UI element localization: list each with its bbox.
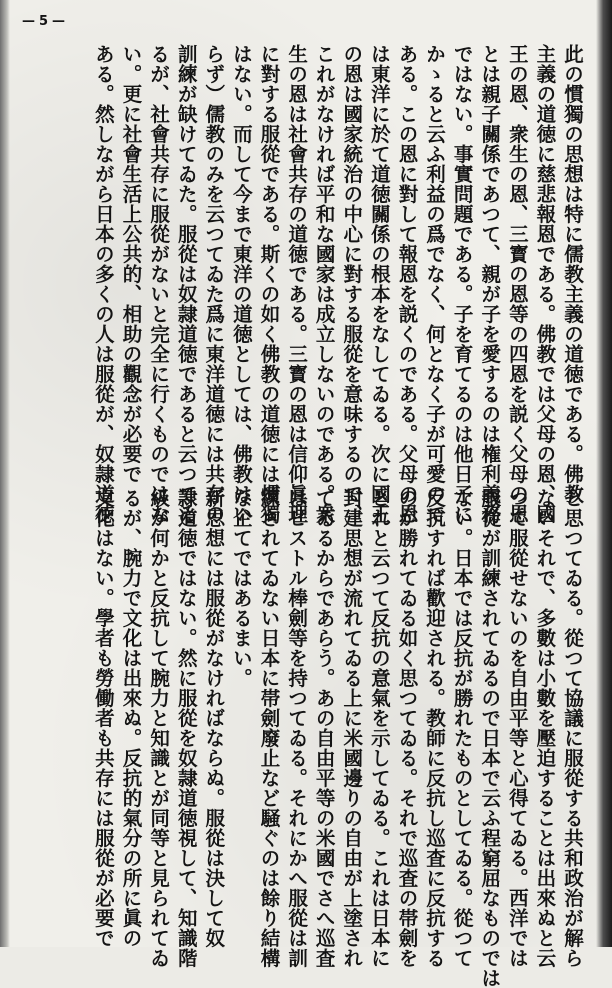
text-column: に對する服從である。斯くの如く佛教の道徳には慣獨 xyxy=(257,44,281,524)
text-column: ないそれで、多數は小數を壓迫することは出來ぬと云 xyxy=(533,488,557,968)
text-column: 服從が訓練されてゐるので日本で云ふ程窮屈なものでは xyxy=(478,488,502,988)
text-column: とれと云つて反抗の意氣を示してゐる。これは日本に xyxy=(367,488,391,968)
text-column: の恩は國家統治の中心に對する服從を意味するので、 xyxy=(340,44,364,524)
text-column: つて服從せないのを自由平等と心得てゐる。西洋では xyxy=(505,488,529,968)
upper-text-block xyxy=(26,44,586,524)
text-column: 訓練が缺けてゐた。服從は奴隷道徳であると云つてゐ xyxy=(174,44,198,524)
text-column: 此の慣獨の思想は特に儒教主義の道徳である。佛教 xyxy=(561,44,584,504)
text-column: な企てではあるまい。 xyxy=(229,488,253,688)
text-column: 封建思想が流れてゐる上に米國邊りの自由が上塗され xyxy=(340,488,364,968)
text-column: 文化はない。學者も勞働者も共存には服從が必要で xyxy=(91,488,115,948)
text-column: ではない。事實問題である。子を育てるのは他日子に xyxy=(450,44,474,524)
lower-text-block xyxy=(26,488,586,988)
text-column: のが勝れてゐる如く思つてゐる。それで巡査の帯劍を xyxy=(395,488,419,968)
text-column: 主義の道徳に慈悲報恩である。佛教では父母の恩、國 xyxy=(533,44,557,524)
text-column: 級が何かと反抗して腕力と知識とが同等と見られてゐ xyxy=(147,488,171,968)
text-column: 隷道徳ではない。然に服從を奴隷道徳視して、知識階 xyxy=(174,488,198,968)
text-column: ない。日本では反抗が勝れたものとしてゐる。從つて xyxy=(450,488,474,968)
text-column: 王の恩、衆生の恩、三寳の恩等の四恩を説く父母の恩 xyxy=(505,44,529,524)
text-column: とは親子關係であつて、親が子を愛するのは権利義務 xyxy=(478,44,502,524)
text-column: るが、社會共存に服從がないと完全に行くものではな xyxy=(147,44,171,524)
text-column: 練されてゐない日本に帯劍廢止など騒ぐのは餘り結構 xyxy=(257,488,281,968)
text-column: ある。この恩に對して報恩を説くのである。父母の恩 xyxy=(395,44,419,524)
page-left-edge xyxy=(0,0,10,947)
page-right-edge xyxy=(596,0,612,947)
section-divider xyxy=(22,478,586,480)
page-number: —5— xyxy=(22,14,70,29)
text-column: 生の恩は社會共存の道徳である。三寳の恩は信仰眞理 xyxy=(285,44,309,524)
text-column: これがなければ平和な國家は成立しないのである。衆 xyxy=(312,44,336,524)
text-column: てゐるからであらう。あの自由平等の米國でさへ巡査 xyxy=(312,488,336,968)
text-column: らず）儒教のみを云つてゐた爲に東洋道徳には共存の xyxy=(202,44,226,524)
text-column: い。更に社會生活上公共的、相助の觀念が必要で xyxy=(119,44,143,484)
text-column: 反抗すれば歡迎される。教師に反抗し巡査に反抗する xyxy=(423,488,447,968)
text-column: と思つてゐる。從つて協議に服從する共和政治が解ら xyxy=(561,488,584,968)
text-column: はピストル棒劍等を持つてゐる。それにかへ服從は訓 xyxy=(285,488,309,968)
text-column: るが、腕力で文化は出來ぬ。反抗的氣分の所に眞の xyxy=(119,488,143,948)
text-column: かゝると云ふ利益の爲でなく、何となく子が可愛ので xyxy=(423,44,447,524)
text-column: ある。然しながら日本の多くの人は服從が、奴隷道徳 xyxy=(91,44,115,524)
text-column: はない。而して今まで東洋の道徳としては、佛教はい xyxy=(229,44,253,524)
text-column: 新思想には服從がなければならぬ。服從は決して奴 xyxy=(202,488,226,948)
text-column: は東洋に於て道徳關係の根本をなしてゐる。次に國王 xyxy=(367,44,391,524)
